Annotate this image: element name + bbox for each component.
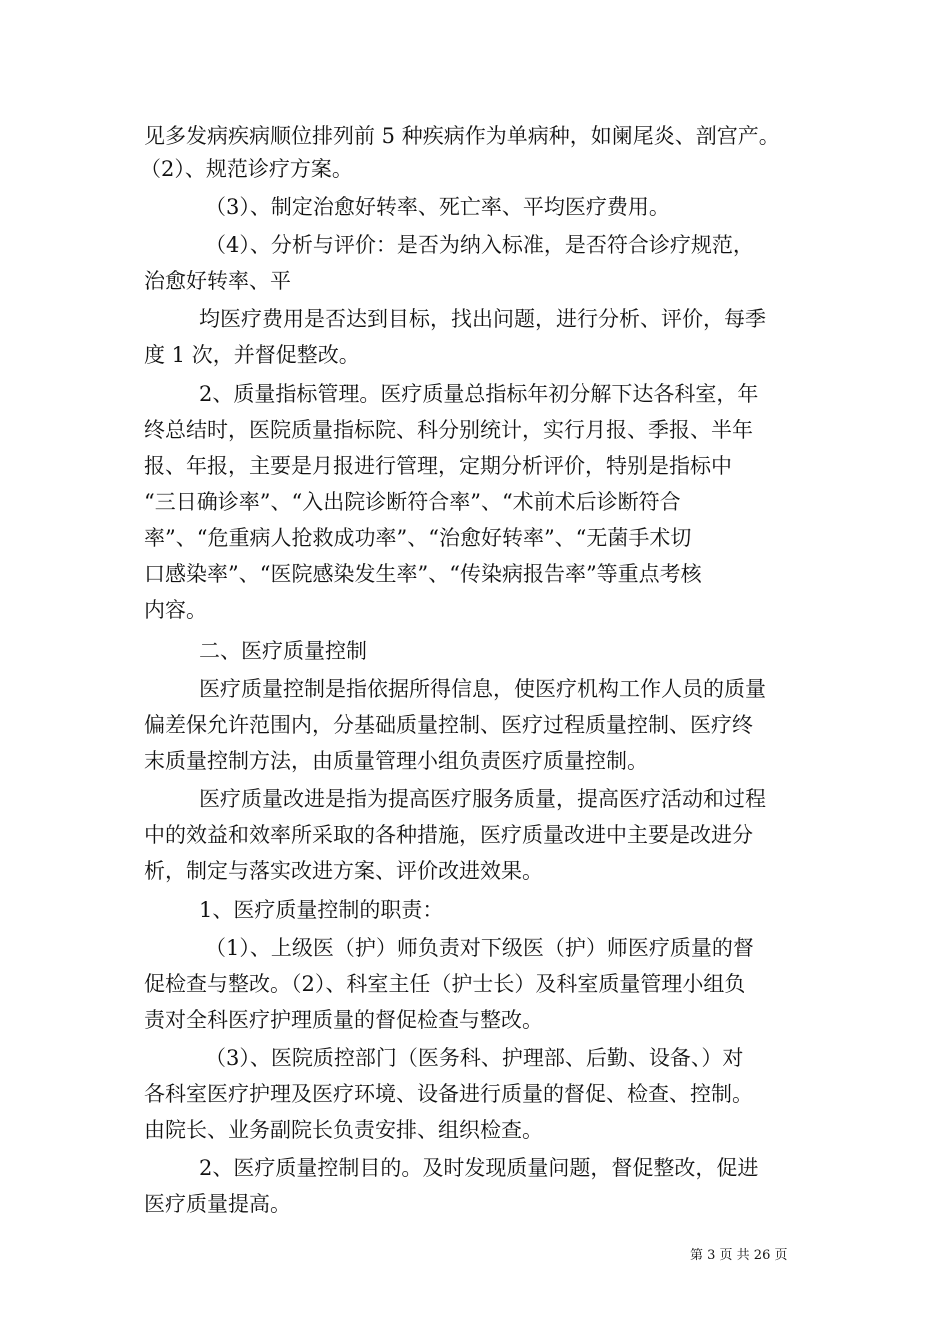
text-line: 末质量控制方法，由质量管理小组负责医疗质量控制。 xyxy=(144,749,648,773)
text-line: 内容。 xyxy=(144,598,207,622)
text-line: 均医疗费用是否达到目标，找出问题，进行分析、评价，每季 xyxy=(199,307,766,331)
text-line: （3）、医院质控部门（医务科、护理部、后勤、设备、）对 xyxy=(205,1046,744,1070)
text-line: 医疗质量提高。 xyxy=(144,1192,291,1216)
text-line: 率”、“危重病人抢救成功率”、“治愈好转率”、“无菌手术切 xyxy=(144,526,692,550)
text-line: 由院长、业务副院长负责安排、组织检查。 xyxy=(144,1118,543,1142)
text-line: 1、医疗质量控制的职责： xyxy=(199,898,444,922)
section-heading: 二、医疗质量控制 xyxy=(199,639,367,663)
text-line: （1）、上级医（护）师负责对下级医（护）师医疗质量的督 xyxy=(205,936,754,960)
text-line: 中的效益和效率所采取的各种措施，医疗质量改进中主要是改进分 xyxy=(144,823,753,847)
text-line: 析，制定与落实改进方案、评价改进效果。 xyxy=(144,859,543,883)
text-line: 2、医疗质量控制目的。及时发现质量问题，督促整改，促进 xyxy=(199,1156,759,1180)
text-line: 见多发病疾病顺位排列前 5 种疾病作为单病种，如阑尾炎、剖宫产。 xyxy=(144,124,780,148)
text-line: 医疗质量控制是指依据所得信息，使医疗机构工作人员的质量 xyxy=(199,677,766,701)
text-line: （4）、分析与评价：是否为纳入标准，是否符合诊疗规范， xyxy=(205,233,754,257)
text-line: 报、年报，主要是月报进行管理，定期分析评价，特别是指标中 xyxy=(144,454,732,478)
text-line: 偏差保允许范围内，分基础质量控制、医疗过程质量控制、医疗终 xyxy=(144,713,753,737)
text-line: 口感染率”、“医院感染发生率”、“传染病报告率”等重点考核 xyxy=(144,562,702,586)
text-line: 各科室医疗护理及医疗环境、设备进行质量的督促、检查、控制。 xyxy=(144,1082,753,1106)
text-line: 2、质量指标管理。医疗质量总指标年初分解下达各科室，年 xyxy=(199,382,759,406)
text-line: 度 1 次，并督促整改。 xyxy=(144,343,360,367)
text-line: （3）、制定治愈好转率、死亡率、平均医疗费用。 xyxy=(205,195,670,219)
text-line: 促检查与整改。（2）、科室主任（护士长）及科室质量管理小组负 xyxy=(144,972,746,996)
text-line: 治愈好转率、平 xyxy=(144,269,291,293)
text-line: 终总结时，医院质量指标院、科分别统计，实行月报、季报、半年 xyxy=(144,418,753,442)
text-line: （2）、规范诊疗方案。 xyxy=(140,157,353,181)
page-number: 第 3 页 共 26 页 xyxy=(690,1248,788,1263)
text-line: “三日确诊率”、“入出院诊断符合率”、“术前术后诊断符合 xyxy=(144,490,681,514)
text-line: 医疗质量改进是指为提高医疗服务质量，提高医疗活动和过程 xyxy=(199,787,766,811)
text-line: 责对全科医疗护理质量的督促检查与整改。 xyxy=(144,1008,543,1032)
